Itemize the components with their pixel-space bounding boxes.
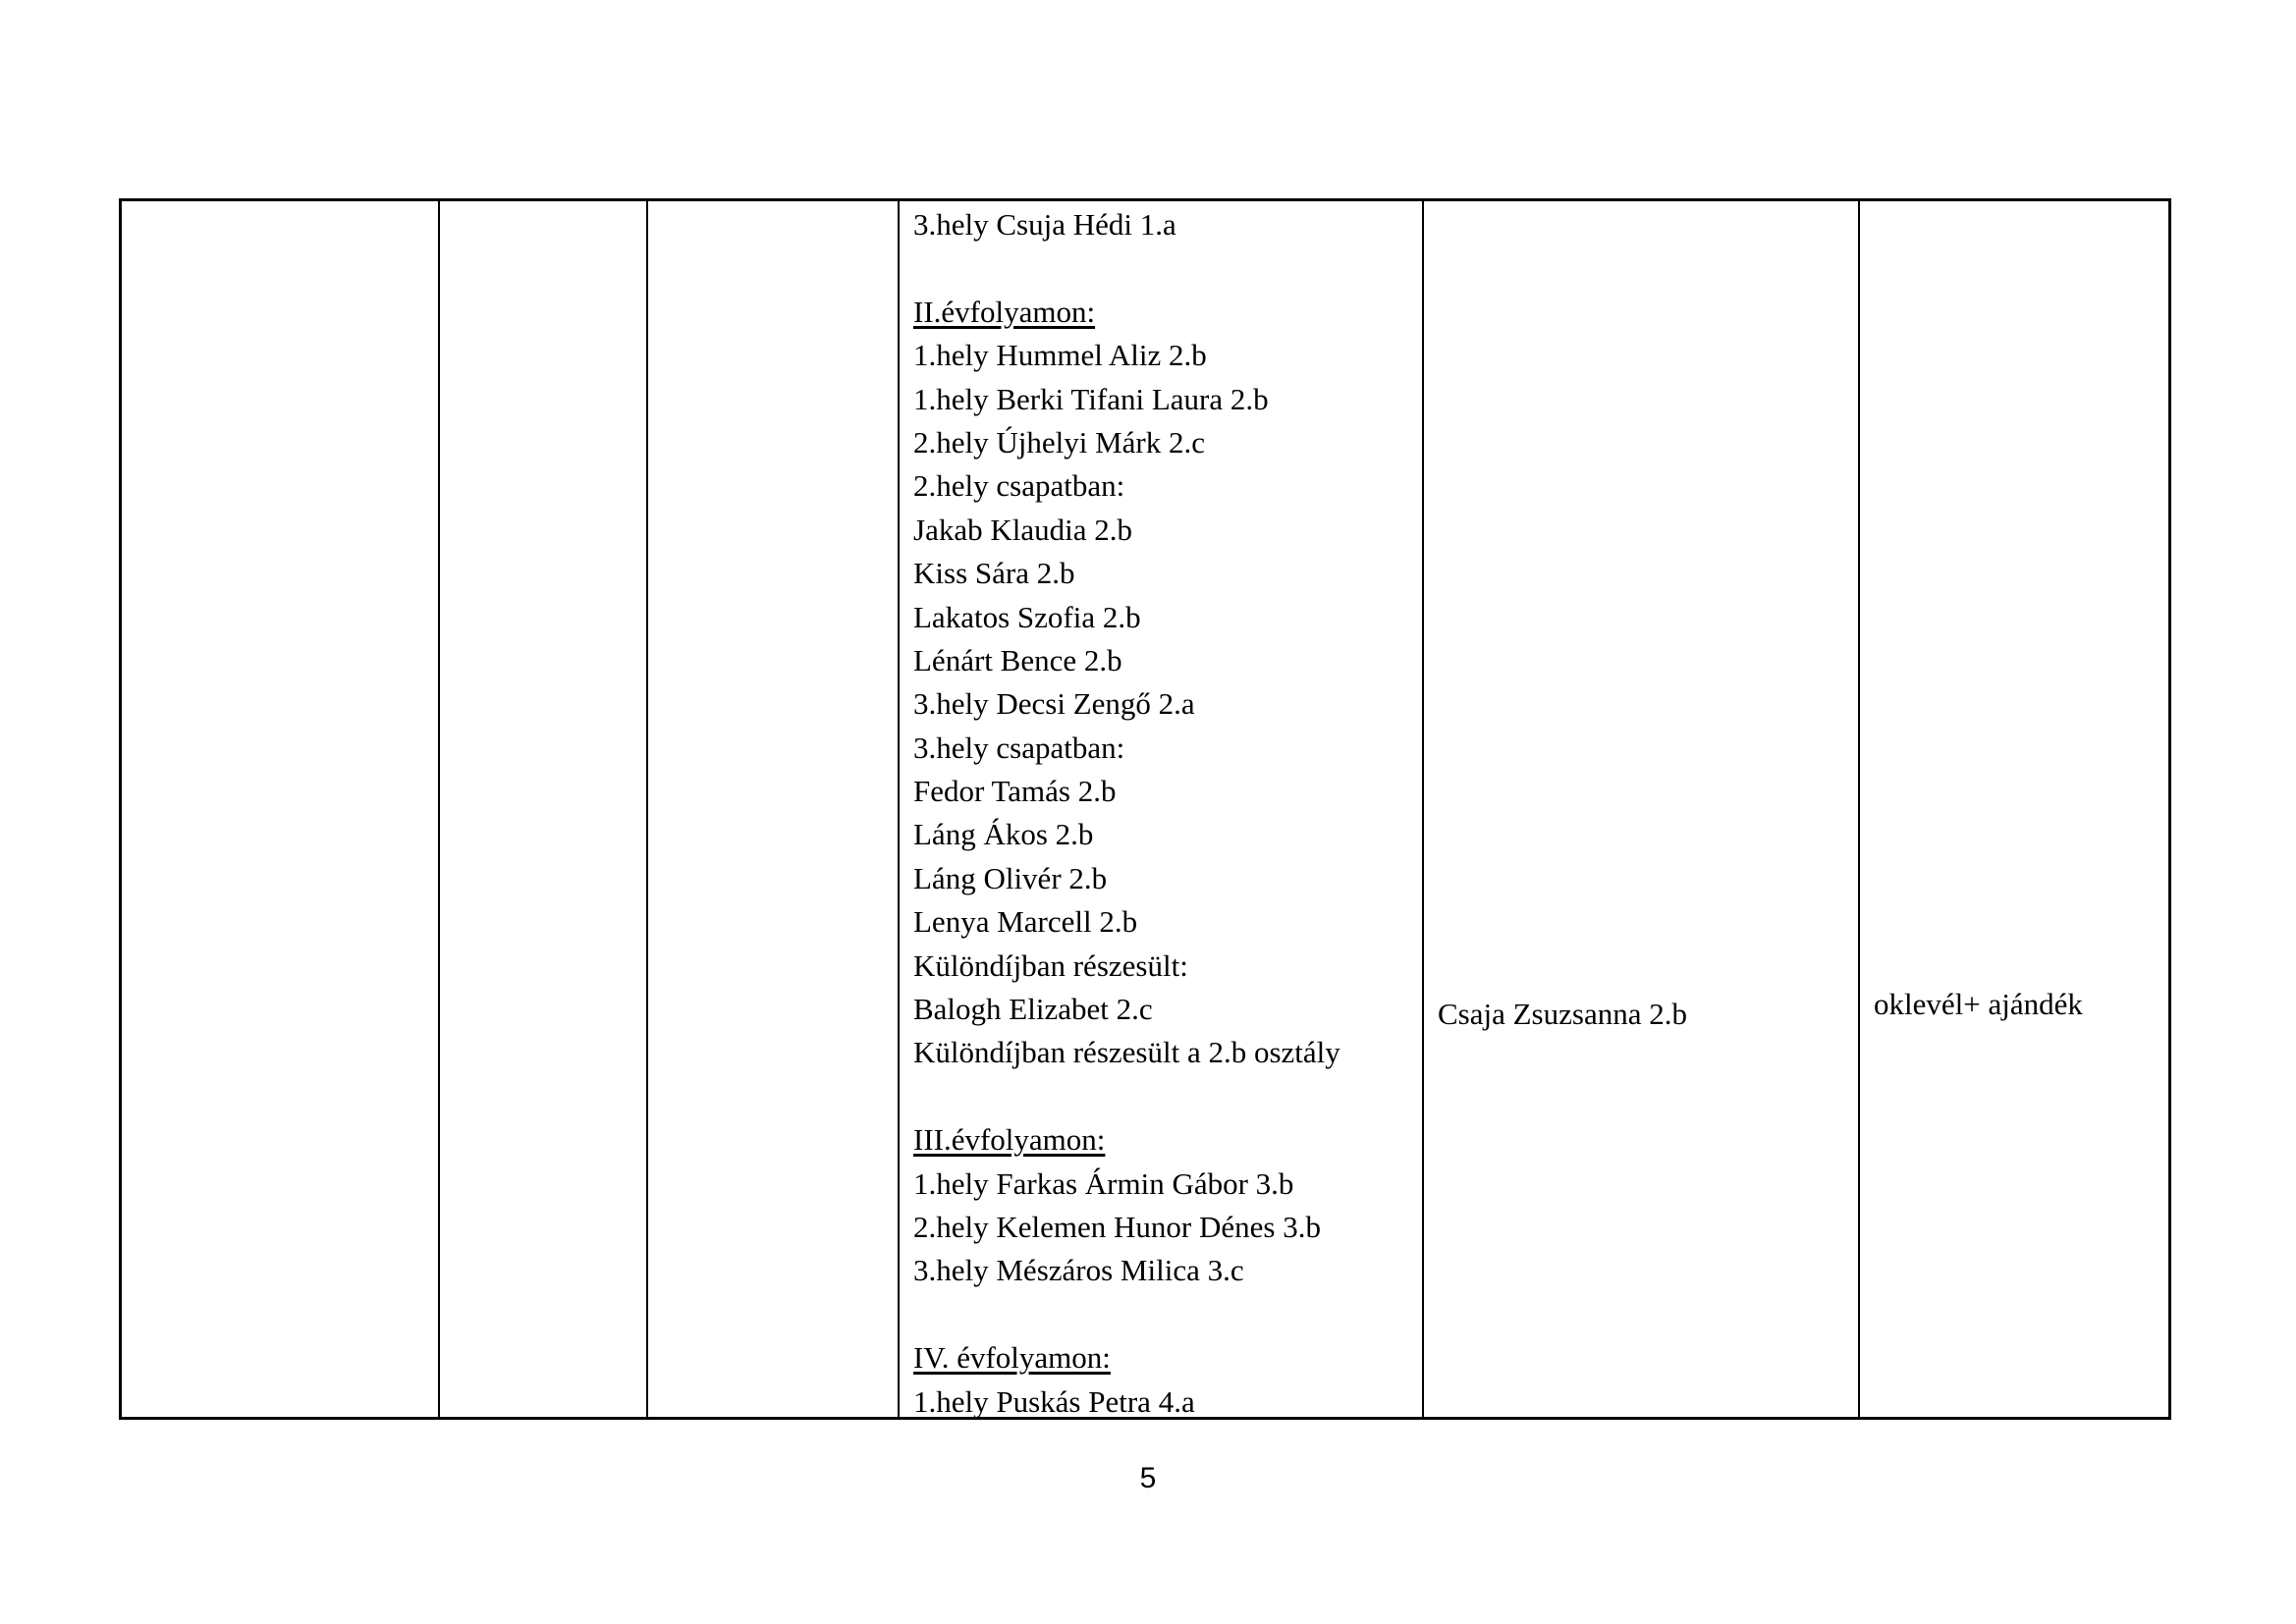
winner-line bbox=[913, 378, 1340, 421]
table-cell-reward bbox=[1860, 201, 2171, 1417]
winner-line bbox=[913, 334, 1340, 377]
winner-line bbox=[913, 770, 1340, 813]
winner-line bbox=[913, 421, 1340, 464]
table-cell-winners bbox=[900, 201, 1424, 1417]
table-cell-teacher bbox=[1424, 201, 1860, 1417]
winner-text: Különdíjban részesült a 2.b osztály bbox=[913, 1035, 1340, 1070]
winner-text: Balogh Elizabet 2.c bbox=[913, 992, 1153, 1027]
winner-line bbox=[913, 857, 1340, 900]
blank-line bbox=[913, 1075, 1340, 1118]
winner-text: Lakatos Szofia 2.b bbox=[913, 599, 1141, 634]
winner-line bbox=[913, 203, 1340, 246]
winner-text: 2.hely Kelemen Hunor Dénes 3.b bbox=[913, 1209, 1321, 1244]
winner-text: 1.hely Puskás Petra 4.a bbox=[913, 1383, 1195, 1419]
winner-text: IV. évfolyamon: bbox=[913, 1340, 1111, 1376]
winner-text: Lénárt Bence 2.b bbox=[913, 642, 1122, 677]
winner-text: 1.hely Hummel Aliz 2.b bbox=[913, 338, 1207, 373]
grade-heading bbox=[913, 1336, 1340, 1380]
page-number: 5 bbox=[1139, 1462, 1157, 1494]
winner-line bbox=[913, 988, 1340, 1031]
winner-line bbox=[913, 509, 1340, 552]
winner-text: Láng Olivér 2.b bbox=[913, 860, 1108, 895]
winner-text: III.évfolyamon: bbox=[913, 1122, 1106, 1158]
winner-text: 3.hely Csuja Hédi 1.a bbox=[913, 207, 1176, 242]
winner-line bbox=[913, 900, 1340, 944]
winner-text: 3.hely csapatban: bbox=[913, 730, 1125, 765]
winner-text: 2.hely Újhelyi Márk 2.c bbox=[913, 424, 1206, 460]
grade-heading bbox=[913, 1118, 1340, 1162]
winner-line bbox=[913, 813, 1340, 856]
winner-line bbox=[913, 552, 1340, 595]
blank-line bbox=[913, 1293, 1340, 1336]
winner-text: Lenya Marcell 2.b bbox=[913, 904, 1138, 940]
winner-text: 3.hely Decsi Zengő 2.a bbox=[913, 686, 1195, 722]
winner-text: 1.hely Farkas Ármin Gábor 3.b bbox=[913, 1165, 1294, 1201]
winner-text: 1.hely Berki Tifani Laura 2.b bbox=[913, 381, 1269, 416]
grade-heading bbox=[913, 291, 1340, 334]
winner-line bbox=[913, 1249, 1340, 1292]
winner-line bbox=[913, 1031, 1340, 1074]
winner-line bbox=[913, 682, 1340, 726]
winner-line bbox=[913, 1206, 1340, 1249]
reward-text: oklevél+ ajándék bbox=[1874, 987, 2083, 1021]
table-cell-empty-3 bbox=[648, 201, 900, 1417]
winner-text: Különdíjban részesült: bbox=[913, 947, 1188, 983]
results-table bbox=[119, 198, 2171, 1420]
winner-text: II.évfolyamon: bbox=[913, 294, 1096, 329]
winner-line bbox=[913, 596, 1340, 639]
winner-text: Kiss Sára 2.b bbox=[913, 556, 1075, 591]
winners-list bbox=[913, 203, 1340, 1424]
table-cell-empty-2 bbox=[440, 201, 648, 1417]
winner-text: Láng Ákos 2.b bbox=[913, 817, 1094, 852]
winner-text: 2.hely csapatban: bbox=[913, 468, 1125, 504]
winner-line bbox=[913, 945, 1340, 988]
winner-text: 3.hely Mészáros Milica 3.c bbox=[913, 1253, 1244, 1288]
winner-line bbox=[913, 1163, 1340, 1206]
winner-line bbox=[913, 639, 1340, 682]
teacher-name: Csaja Zsuzsanna 2.b bbox=[1438, 997, 1687, 1031]
table-cell-empty-1 bbox=[122, 201, 440, 1417]
winner-text: Fedor Tamás 2.b bbox=[913, 774, 1117, 809]
winner-line bbox=[913, 1380, 1340, 1424]
blank-line bbox=[913, 246, 1340, 290]
winner-line bbox=[913, 727, 1340, 770]
winner-line bbox=[913, 464, 1340, 508]
winner-text: Jakab Klaudia 2.b bbox=[913, 512, 1132, 547]
